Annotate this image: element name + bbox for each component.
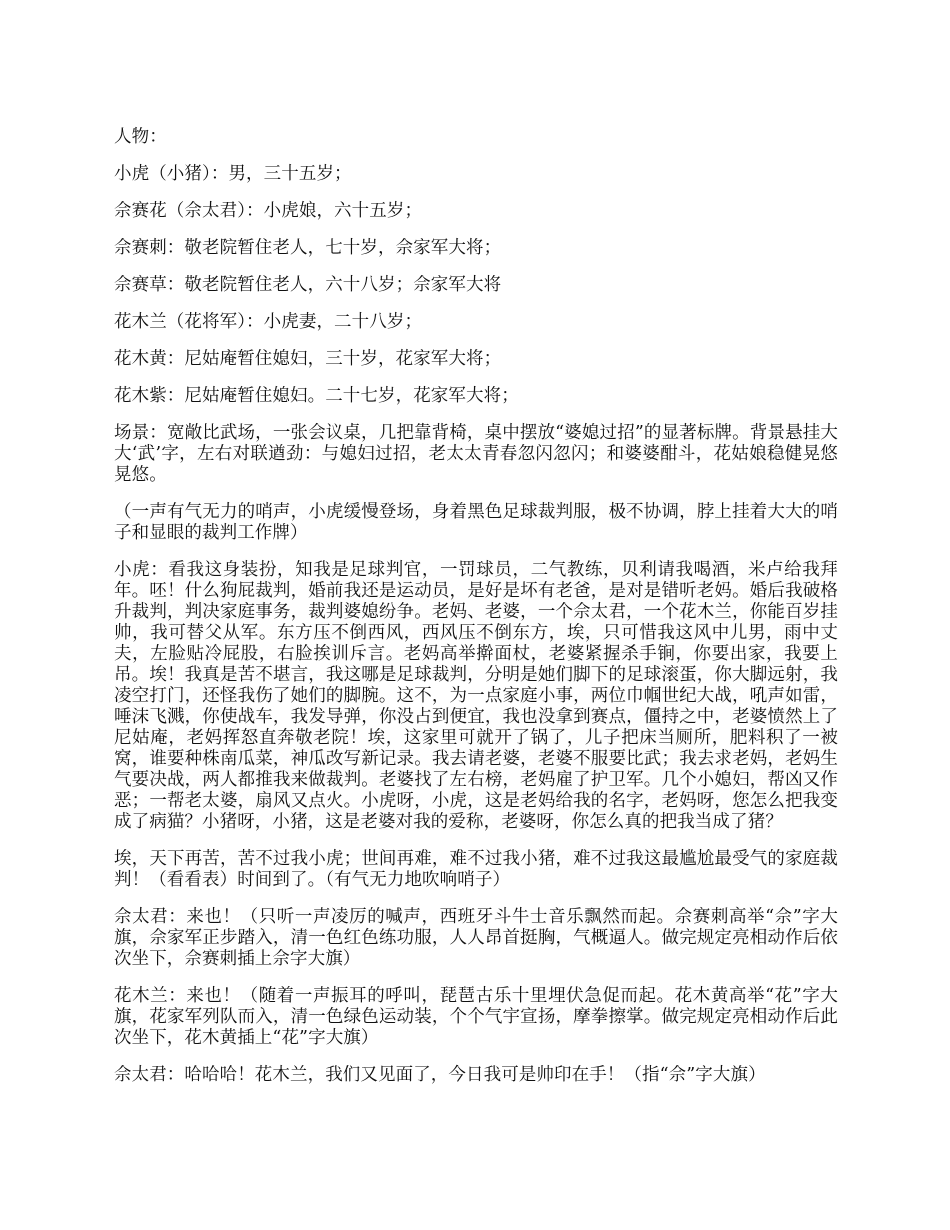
paragraph-character-she-saici: 佘赛刺：敬老院暂住老人，七十岁，佘家军大将； xyxy=(114,238,502,258)
paragraph-stage-direction: （一声有气无力的哨声，小虎缓慢登场，身着黑色足球裁判服，极不协调，脖上挂着大大的哨子和显眼的裁判工作牌） xyxy=(114,502,838,543)
paragraph-xiaohu-monologue: 小虎：看我这身装扮，知我是足球判官，一罚球员，二气教练，贝利请我喝酒，米卢给我拜年。呸！什么狗屁裁判，婚前我还是运动员，是好是坏有老爸，是对是错听老妈。婚后我破格升裁判，判决家庭事务，裁判婆媳纷争。老妈、老婆，一个佘太君，一个花木兰，你能百岁挂帅，我可替父从军。东方压不倒西风，西风压不倒东方，埃，只可惜我这风中儿男，雨中丈夫，左脸贴冷屁股，右脸挨训斥言。老妈高举擀面杖，老婆紧握杀手锏，你要出家，我要上吊。埃！我真是苦不堪言，我这哪是足球裁判，分明是她们脚下的足球滚蛋，你大脚远射，我凌空打门，还怪我伤了她们的脚腕。这不，为一点家庭小事，两位巾帼世纪大战，吼声如雷，唾沫飞溅，你使战车，我发导弹，你没占到便宜，我也没拿到赛点，僵持之中，老婆愤然上了尼姑庵，老妈挥怒直奔敬老院！埃，这家里可就开了锅了，儿子把床当厕所，肥料积了一被窝，谁要种株南瓜菜，神瓜改写新记录。我去请老婆，老婆不服要比武；我去求老妈，老妈生气要决战，两人都推我来做裁判。老婆找了左右榜，老妈雇了护卫军。几个小媳妇，帮凶又作恶；一帮老太婆，扇风又点火。小虎呀，小虎，这是老妈给我的名字，老妈呀，您怎么把我变成了病猫？小猪呀，小猪，这是老婆对我的爱称，老婆呀，你怎么真的把我当成了猪？ xyxy=(114,560,838,832)
paragraph-characters-heading: 人物： xyxy=(114,127,167,147)
paragraph-scene: 场景：宽敞比武场，一张会议桌，几把靠背椅，桌中摆放“婆媳过招”的显著标牌。背景悬挂大大‘武’字，左右对联遒劲：与媳妇过招，老太太青春忽闪忽闪；和婆婆酣斗，花姑娘稳健晃悠晃悠。 xyxy=(114,423,838,485)
paragraph-character-xiaohu: 小虎（小猪）：男，三十五岁； xyxy=(114,164,352,184)
paragraph-xiaohu-lament: 埃，天下再苦，苦不过我小虎；世间再难，难不过我小猪，难不过我这最尴尬最受气的家庭裁判！（看看表）时间到了。（有气无力地吹响哨子） xyxy=(114,849,838,890)
paragraph-character-hua-mulan: 花木兰（花将军）：小虎妻，二十八岁； xyxy=(114,312,423,332)
paragraph-character-hua-muzi: 花木紫：尼姑庵暂住媳妇。二十七岁，花家军大将； xyxy=(114,386,519,406)
document-page xyxy=(114,127,838,1102)
paragraph-character-she-saihua: 佘赛花（佘太君）：小虎娘，六十五岁； xyxy=(114,201,423,221)
paragraph-character-she-saicao: 佘赛草：敬老院暂住老人，六十八岁；佘家军大将 xyxy=(114,275,502,295)
paragraph-she-taijun-entrance: 佘太君：来也！（只听一声凌厉的喊声，西班牙斗牛士音乐飘然而起。佘赛刺高举“佘”字大旗，佘家军正步踏入，清一色红色练功服，人人昂首挺胸，气概逼人。做完规定亮相动作后依次坐下，佘赛刺插上佘字大旗） xyxy=(114,907,838,969)
paragraph-hua-mulan-entrance: 花木兰：来也！（随着一声振耳的呼叫，琵琶古乐十里埋伏急促而起。花木黄高举“花”字大旗，花家军列队而入，清一色绿色运动装，个个气宇宣扬，摩拳擦掌。做完规定亮相动作后此次坐下，花木黄插上“花”字大旗） xyxy=(114,986,838,1048)
paragraph-she-taijun-line: 佘太君：哈哈哈！花木兰，我们又见面了，今日我可是帅印在手！（指“佘”字大旗） xyxy=(114,1065,766,1085)
paragraph-character-hua-muhuang: 花木黄：尼姑庵暂住媳妇，三十岁，花家军大将； xyxy=(114,349,502,369)
